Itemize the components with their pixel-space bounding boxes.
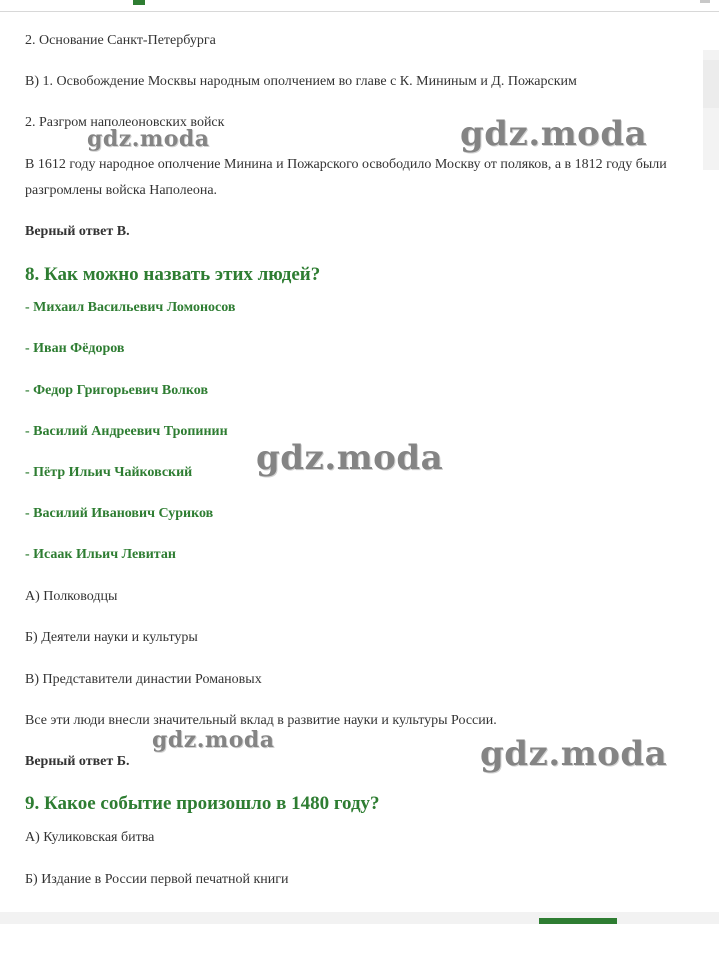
explanation-paragraph: В 1612 году народное ополчение Минина и Пожарского освободило Москву от поляков, а в 1812 году были разгромлены войска Наполеона. (25, 157, 667, 198)
question-9-heading: 9. Какое событие произошло в 1480 году? (25, 793, 380, 814)
side-scroll-thumb[interactable] (703, 60, 719, 108)
person-list-item: - Михаил Васильевич Ломоносов (25, 300, 236, 315)
answer-option-a: А) Куликовская битва (25, 830, 155, 845)
person-list-item: - Исаак Ильич Левитан (25, 547, 176, 562)
top-accent-mark (133, 0, 145, 5)
top-right-mark (700, 0, 710, 3)
person-list-item: - Пётр Ильич Чайковский (25, 465, 193, 480)
top-divider (0, 11, 719, 12)
watermark-logo: gdz.moda (460, 114, 648, 154)
watermark-logo: gdz.moda (480, 734, 668, 774)
answer-line: 2. Разгром наполеоновских войск (25, 115, 225, 130)
person-list-item: - Василий Андреевич Тропинин (25, 424, 228, 439)
person-list-item: - Иван Фёдоров (25, 341, 125, 356)
person-list-item: - Федор Григорьевич Волков (25, 383, 208, 398)
correct-answer: Верный ответ В. (25, 224, 130, 239)
footer-active-indicator[interactable] (539, 918, 617, 924)
person-list-item: - Василий Иванович Суриков (25, 506, 214, 521)
answer-option-v: В) Представители династии Романовых (25, 672, 262, 687)
watermark-logo: gdz.moda (87, 126, 210, 152)
explanation-paragraph: Все эти люди внесли значительный вклад в развитие науки и культуры России. (25, 713, 497, 728)
answer-option-v: В) 1. Освобождение Москвы народным ополчением во главе с К. Мининым и Д. Пожарским (25, 74, 577, 89)
answer-option-b: Б) Издание в России первой печатной книги (25, 872, 289, 887)
watermark-logo: gdz.moda (152, 727, 275, 753)
watermark-logo: gdz.moda (256, 438, 444, 478)
question-8-heading: 8. Как можно назвать этих людей? (25, 264, 321, 285)
answer-line: 2. Основание Санкт-Петербурга (25, 33, 216, 48)
answer-option-b: Б) Деятели науки и культуры (25, 630, 198, 645)
correct-answer: Верный ответ Б. (25, 754, 130, 769)
answer-option-a: А) Полководцы (25, 589, 118, 604)
